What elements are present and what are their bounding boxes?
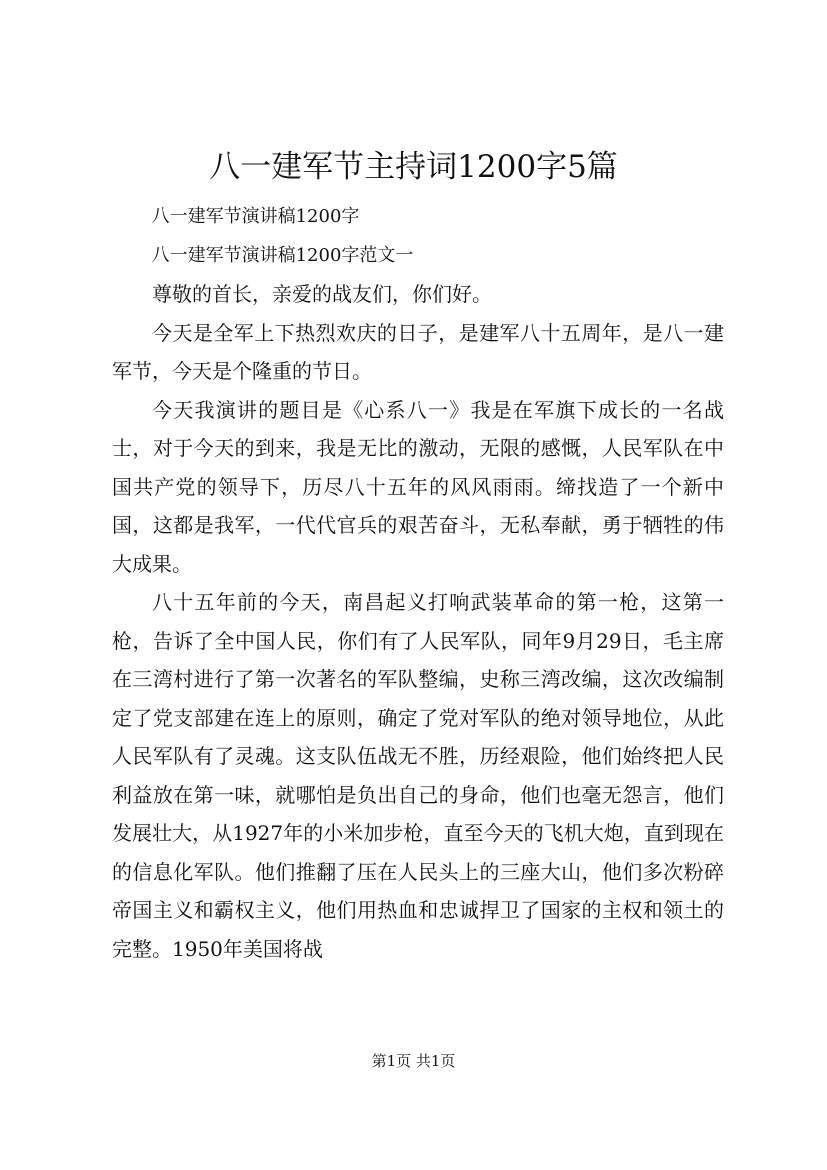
document-body [112, 198, 724, 968]
subtitle-line: 八一建军节演讲稿1200字 [151, 206, 360, 227]
paragraph: 今天我演讲的题目是《心系八一》我是在军旗下成长的一名战士，对于今天的到来，我是无比的激动，无限的感慨，人民军队在中国共产党的领导下，历尽八十五年的风风雨雨。缔找造了一个新中国，这都是我军，一代代官兵的艰苦奋斗，无私奉献，勇于牺牲的伟大成果。 [112, 397, 724, 576]
subtitle-line: 八一建军节演讲稿1200字范文一 [151, 244, 414, 266]
paragraph: 八十五年前的今天，南昌起义打响武装革命的第一枪，这第一枪，告诉了全中国人民，你们有了人民军队，同年9月29日，毛主席在三湾村进行了第一次著名的军队整编，史称三湾改编，这次改编制定了党支部建在连上的原则，确定了党对军队的绝对领导地位，从此人民军队有了灵魂。这支队伍战无不胜，历经艰险，他们始终把人民利益放在第一味，就哪怕是负出自己的身命，他们也毫无怨言，他们发展壮大，从1927年的小米加步枪，直至今天的飞机大炮，直到现在的信息化军队。他们推翻了压在人民头上的三座大山，他们多次粉碎帝国主义和霸权主义，他们用热血和忠诚捍卫了国家的主权和领土的完整。1950年美国将战 [112, 590, 724, 961]
page-footer: 第1页 共1页 [371, 1052, 456, 1070]
paragraph: 今天是全军上下热烈欢庆的日子，是建军八十五周年，是八一建军节，今天是个隆重的节日。 [112, 320, 724, 383]
document-title: 八一建军节主持词1200字5篇 [209, 149, 618, 185]
paragraph: 尊敬的首长，亲爱的战友们，你们好。 [152, 282, 492, 306]
